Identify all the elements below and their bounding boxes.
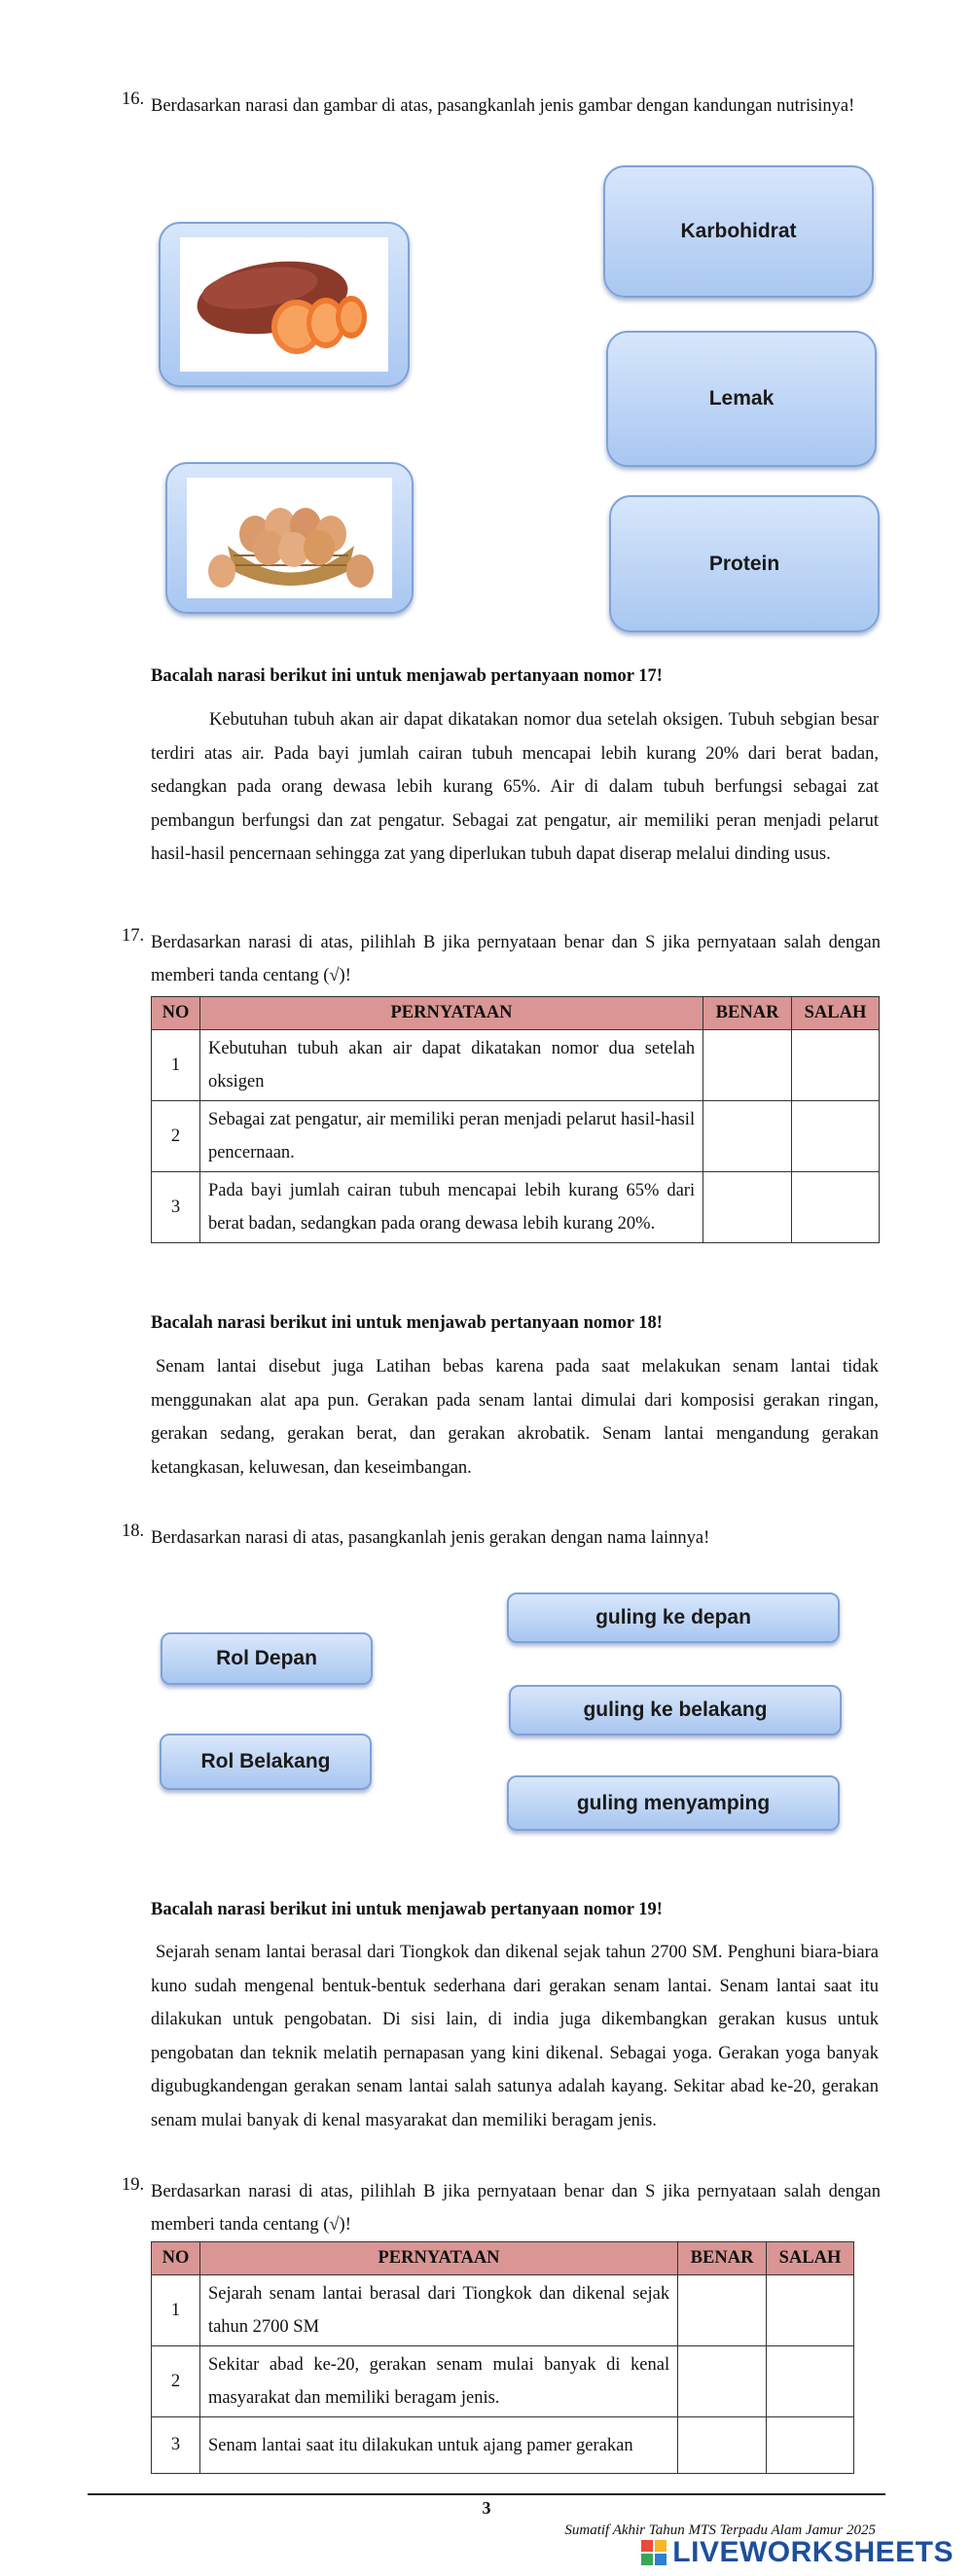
karbohidrat-option[interactable]: Karbohidrat xyxy=(603,165,874,298)
salah-answer-cell[interactable] xyxy=(792,1030,880,1101)
header-pernyataan: PERNYATAAN xyxy=(199,2242,677,2275)
header-pernyataan: PERNYATAAN xyxy=(199,997,703,1030)
eggs-basket-image xyxy=(187,478,396,598)
benar-answer-cell[interactable] xyxy=(703,1172,792,1243)
salah-answer-cell[interactable] xyxy=(767,2346,854,2417)
sweet-potato-image-box[interactable] xyxy=(159,222,410,387)
salah-answer-cell[interactable] xyxy=(792,1101,880,1172)
header-benar: BENAR xyxy=(678,2242,767,2275)
narasi-18-heading: Bacalah narasi berikut ini untuk menjawab pertanyaan nomor 18! xyxy=(151,1313,663,1333)
benar-answer-cell[interactable] xyxy=(678,2275,767,2346)
row-statement: Sebagai zat pengatur, air memiliki peran menjadi pelarut hasil-hasil pencernaan. xyxy=(199,1101,703,1172)
question-19-text: Berdasarkan narasi di atas, pilihlah B jika pernyataan benar dan S jika pernyataan salah dengan memberi tanda centang (√)! xyxy=(151,2182,881,2235)
rol-depan-option[interactable]: Rol Depan xyxy=(161,1632,373,1685)
table-q17 xyxy=(151,996,880,1243)
question-16-number: 16. xyxy=(122,89,145,109)
salah-answer-cell[interactable] xyxy=(792,1172,880,1243)
row-number: 3 xyxy=(152,1172,200,1243)
protein-option[interactable]: Protein xyxy=(609,495,880,632)
narasi-19-text: Sejarah senam lantai berasal dari Tiongkok dan dikenal sejak tahun 2700 SM. Penghuni biara-biara kuno sudah mengenal bentuk-bentuk sederhana dari gerakan senam lantai. Senam lantai saat itu dilakukan untuk pengobatan. Di sisi lain, di india juga dikembangkan gerakan kusus untuk pengobatan dan teknik melatih pernapasan yang kini dikenal. Sebagai yoga. Gerakan yoga banyak digubugkandengan gerakan senam lantai salah satunya adalah kayang. Sekitar abad ke-20, gerakan senam mulai banyak di kenal masyarakat dan memiliki beragam jenis. xyxy=(151,1943,879,2130)
table-q19 xyxy=(151,2241,854,2474)
row-number: 2 xyxy=(152,2346,200,2417)
header-no: NO xyxy=(152,2242,200,2275)
table-header-row xyxy=(152,997,880,1030)
footer-caption: Sumatif Akhir Tahun MTS Terpadu Alam Jamur 2025 xyxy=(564,2522,876,2538)
header-salah: SALAH xyxy=(767,2242,854,2275)
liveworksheets-icon xyxy=(641,2540,667,2565)
sweet-potato-image xyxy=(180,237,392,372)
table-row xyxy=(152,2346,854,2417)
narasi-17-heading: Bacalah narasi berikut ini untuk menjawab pertanyaan nomor 17! xyxy=(151,666,663,686)
narasi-17-text: Kebutuhan tubuh akan air dapat dikatakan nomor dua setelah oksigen. Tubuh sebgian besar terdiri atas air. Pada bayi jumlah cairan tubuh mencapai lebih kurang 20% dari berat badan, sedangkan pada orang dewasa lebih kurang 65%. Air di dalam tubuh berfungsi sebagai zat pembangun berfungsi dan zat pengatur. Sebagai zat pengatur, air memiliki peran menjadi pelarut hasil-hasil pencernaan sehingga zat yang diperlukan tubuh dapat diserap melalui dinding usus. xyxy=(151,710,879,864)
question-16-text: Berdasarkan narasi dan gambar di atas, pasangkanlah jenis gambar dengan kandungan nutrisinya! xyxy=(151,96,855,116)
header-no: NO xyxy=(152,997,200,1030)
header-salah: SALAH xyxy=(792,997,880,1030)
question-17-text: Berdasarkan narasi di atas, pilihlah B jika pernyataan benar dan S jika pernyataan salah dengan memberi tanda centang (√)! xyxy=(151,933,881,985)
lemak-option[interactable]: Lemak xyxy=(606,331,877,467)
question-19-number: 19. xyxy=(122,2175,145,2195)
benar-answer-cell[interactable] xyxy=(703,1101,792,1172)
salah-answer-cell[interactable] xyxy=(767,2275,854,2346)
table-row xyxy=(152,1030,880,1101)
row-number: 1 xyxy=(152,2275,200,2346)
eggs-image-box[interactable] xyxy=(165,462,414,614)
rol-belakang-option[interactable]: Rol Belakang xyxy=(160,1734,372,1790)
question-18-text: Berdasarkan narasi di atas, pasangkanlah jenis gerakan dengan nama lainnya! xyxy=(151,1528,710,1548)
header-benar: BENAR xyxy=(703,997,792,1030)
salah-answer-cell[interactable] xyxy=(767,2417,854,2474)
liveworksheets-brand-text: LIVEWORKSHEETS xyxy=(672,2536,954,2568)
row-statement: Senam lantai saat itu dilakukan untuk ajang pamer gerakan xyxy=(199,2417,677,2474)
row-statement: Sekitar abad ke-20, gerakan senam mulai banyak di kenal masyarakat dan memiliki beragam jenis. xyxy=(199,2346,677,2417)
row-statement: Sejarah senam lantai berasal dari Tiongkok dan dikenal sejak tahun 2700 SM xyxy=(199,2275,677,2346)
guling-ke-depan-option[interactable]: guling ke depan xyxy=(507,1592,840,1643)
row-number: 2 xyxy=(152,1101,200,1172)
footer-divider xyxy=(88,2493,885,2495)
table-header-row xyxy=(152,2242,854,2275)
guling-menyamping-option[interactable]: guling menyamping xyxy=(507,1775,840,1831)
narasi-19-heading: Bacalah narasi berikut ini untuk menjawab pertanyaan nomor 19! xyxy=(151,1900,663,1919)
benar-answer-cell[interactable] xyxy=(703,1030,792,1101)
table-row xyxy=(152,1172,880,1243)
table-row xyxy=(152,2275,854,2346)
row-number: 3 xyxy=(152,2417,200,2474)
liveworksheets-logo[interactable] xyxy=(641,2536,954,2569)
row-number: 1 xyxy=(152,1030,200,1101)
question-17-number: 17. xyxy=(122,926,145,946)
row-statement: Kebutuhan tubuh akan air dapat dikatakan nomor dua setelah oksigen xyxy=(199,1030,703,1101)
benar-answer-cell[interactable] xyxy=(678,2346,767,2417)
benar-answer-cell[interactable] xyxy=(678,2417,767,2474)
row-statement: Pada bayi jumlah cairan tubuh mencapai lebih kurang 65% dari berat badan, sedangkan pada orang dewasa lebih kurang 20%. xyxy=(199,1172,703,1243)
question-18-number: 18. xyxy=(122,1521,145,1541)
table-row xyxy=(152,2417,854,2474)
page-number: 3 xyxy=(482,2498,491,2518)
guling-ke-belakang-option[interactable]: guling ke belakang xyxy=(509,1685,842,1735)
narasi-18-text: Senam lantai disebut juga Latihan bebas karena pada saat melakukan senam lantai tidak menggunakan alat apa pun. Gerakan pada senam lantai dimulai dari komposisi gerakan ringan, gerakan sedang, gerakan berat, dan gerakan akrobatik. Senam lantai mengandung gerakan ketangkasan, keluwesan, dan keseimbangan. xyxy=(151,1357,879,1478)
table-row xyxy=(152,1101,880,1172)
